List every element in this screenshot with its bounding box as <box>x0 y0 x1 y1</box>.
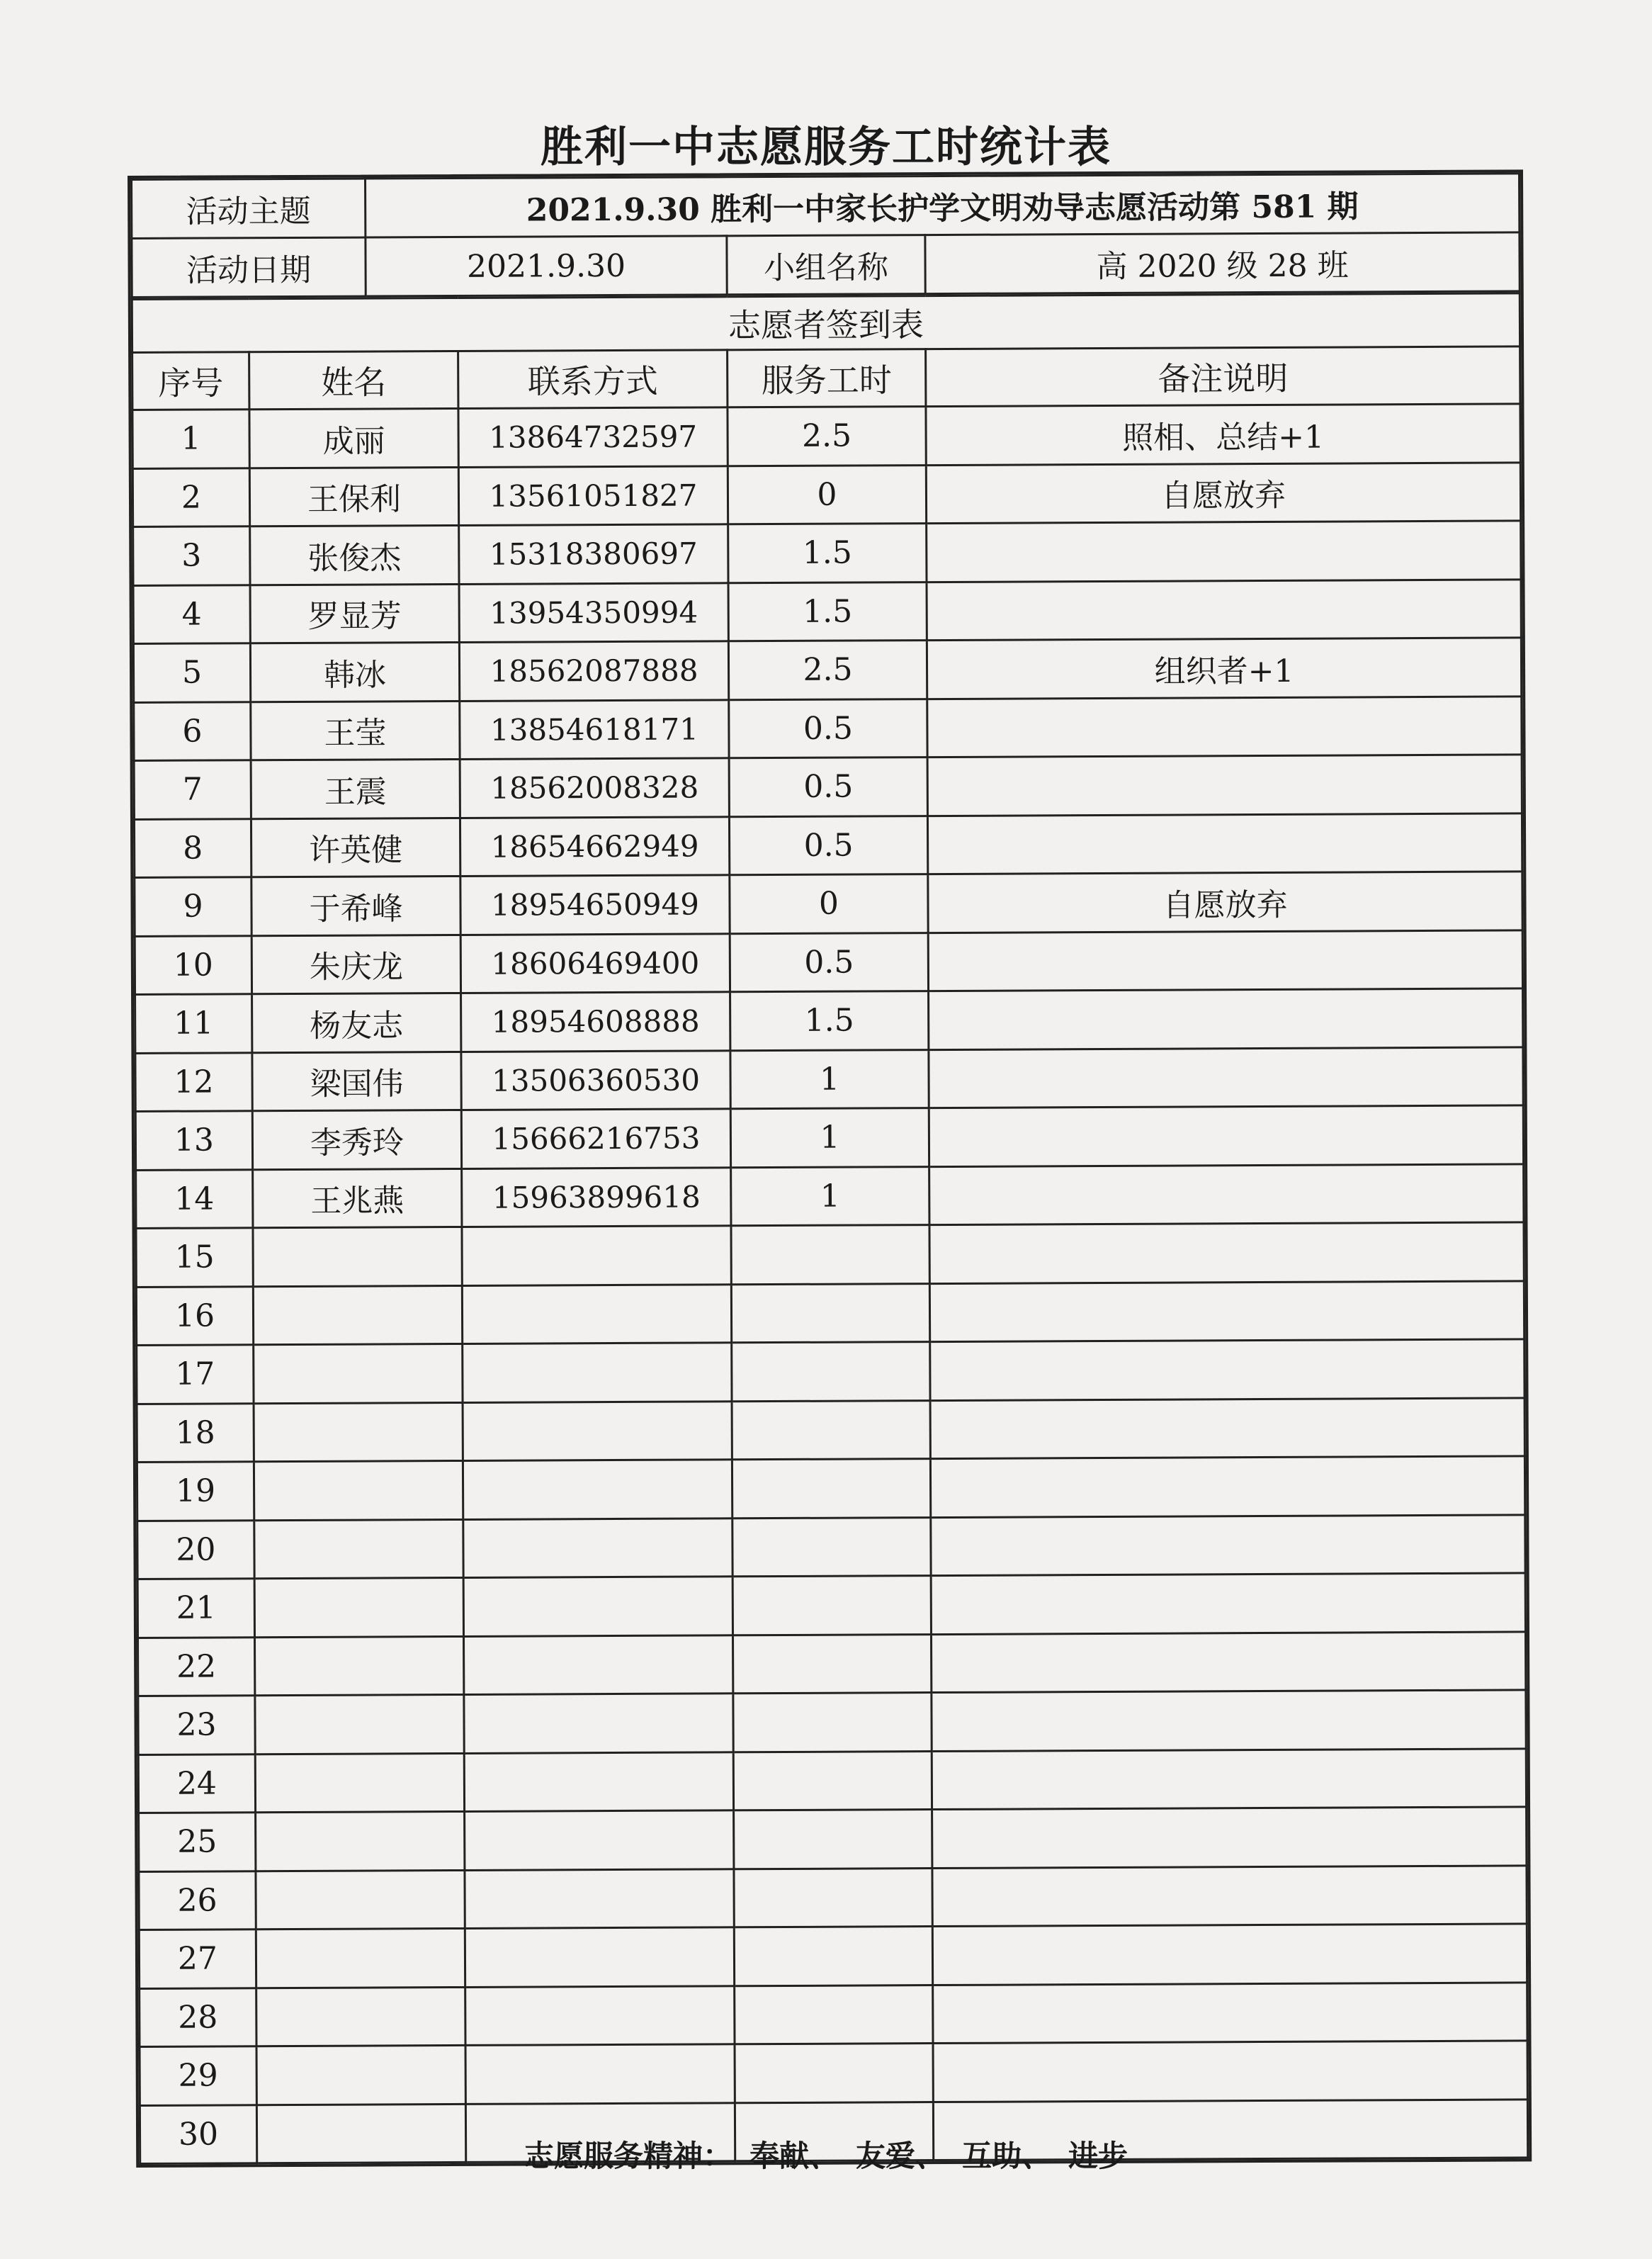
hours-cell: 0.5 <box>729 816 927 875</box>
table-row <box>138 1690 1526 1754</box>
row-number: 2 <box>132 468 249 526</box>
hours-cell: 1 <box>730 1108 929 1168</box>
row-number: 28 <box>140 1988 256 2046</box>
row-number: 17 <box>137 1345 254 1404</box>
hours-cell: 1 <box>730 1049 929 1109</box>
topic-row <box>132 174 1520 239</box>
hours-cell: 0.5 <box>730 933 928 992</box>
name-cell <box>253 1227 462 1286</box>
motto-value: 互助、 <box>962 2139 1052 2173</box>
note-cell <box>932 1807 1527 1868</box>
table-body <box>132 404 1528 2164</box>
hours-cell: 0 <box>730 874 928 934</box>
hours-cell: 0.5 <box>729 699 927 758</box>
table-row <box>136 1164 1524 1228</box>
phone-cell <box>465 2044 735 2104</box>
hours-cell: 1 <box>731 1166 929 1226</box>
row-number: 26 <box>139 1871 256 1930</box>
column-header: 序号 <box>132 352 249 410</box>
hours-cell: 1.5 <box>728 582 927 641</box>
hours-cell <box>732 1342 930 1402</box>
row-number: 12 <box>135 1052 252 1111</box>
phone-cell: 18954650949 <box>460 875 730 935</box>
hours-cell <box>732 1517 931 1577</box>
note-cell <box>932 1748 1526 1809</box>
note-cell <box>927 755 1522 816</box>
note-cell <box>927 579 1521 640</box>
hours-cell <box>732 1634 931 1694</box>
topic-value: 2021.9.30 胜利一中家长护学文明劝导志愿活动第 581 期 <box>366 174 1520 237</box>
phone-cell: 15318380697 <box>459 524 728 584</box>
note-cell <box>929 1222 1524 1283</box>
note-cell <box>932 1865 1527 1926</box>
table-row <box>132 404 1520 468</box>
date-value: 2021.9.30 <box>366 236 727 296</box>
row-number: 5 <box>133 643 250 702</box>
date-label: 活动日期 <box>132 237 366 297</box>
table-row <box>135 1105 1523 1170</box>
column-header: 联系方式 <box>458 350 728 409</box>
phone-cell <box>465 1985 735 2045</box>
name-cell: 王兆燕 <box>253 1168 462 1228</box>
row-number: 10 <box>135 935 251 994</box>
group-label: 小组名称 <box>727 235 925 295</box>
name-cell: 罗显芳 <box>250 584 459 643</box>
hours-cell: 0.5 <box>729 757 927 817</box>
table-row <box>138 1631 1526 1696</box>
note-cell <box>933 1982 1527 2043</box>
hours-cell: 1.5 <box>730 991 929 1051</box>
table-row <box>137 1456 1524 1521</box>
row-number: 8 <box>134 818 251 877</box>
name-cell <box>254 1460 463 1520</box>
phone-cell: 13506360530 <box>461 1050 730 1110</box>
name-cell: 王莹 <box>251 701 460 760</box>
name-cell: 王保利 <box>249 467 458 526</box>
row-number: 14 <box>136 1169 253 1228</box>
motto-value: 进步 <box>1068 2139 1128 2173</box>
name-cell <box>253 1285 462 1345</box>
note-cell <box>931 1631 1525 1692</box>
note-cell <box>929 1105 1523 1166</box>
table-row <box>132 462 1520 526</box>
phone-cell <box>463 1577 732 1636</box>
table-row <box>139 1865 1527 1930</box>
note-cell <box>930 1456 1524 1517</box>
row-number: 9 <box>135 877 251 936</box>
row-number: 4 <box>133 585 250 643</box>
row-number: 25 <box>139 1813 256 1871</box>
hours-cell: 2.5 <box>728 407 926 466</box>
phone-cell <box>463 1460 732 1519</box>
note-cell <box>929 1280 1524 1341</box>
name-cell <box>255 1694 464 1754</box>
group-value: 高 2020 级 28 班 <box>925 232 1520 294</box>
table-row <box>139 1924 1527 1988</box>
name-cell: 李秀玲 <box>252 1110 461 1169</box>
note-cell <box>930 1339 1524 1400</box>
row-number: 21 <box>137 1579 254 1638</box>
name-cell <box>254 1636 463 1696</box>
name-cell <box>254 1343 463 1403</box>
row-number: 1 <box>132 410 249 468</box>
note-cell <box>929 988 1523 1049</box>
row-number: 7 <box>134 760 251 819</box>
phone-cell: 13561051827 <box>458 466 728 525</box>
header-table <box>130 172 1521 298</box>
hours-cell <box>731 1225 929 1285</box>
motto-value: 友爱、 <box>855 2139 945 2173</box>
column-header: 服务工时 <box>728 349 926 407</box>
motto-label: 志愿服务精神： <box>524 2139 732 2173</box>
hours-cell: 2.5 <box>728 641 927 700</box>
footer-motto <box>0 2133 1652 2175</box>
phone-cell: 18562087888 <box>459 641 728 701</box>
table-row <box>134 813 1522 877</box>
row-number: 18 <box>137 1403 254 1462</box>
table-row <box>133 521 1521 585</box>
table-row <box>133 579 1521 643</box>
table-row <box>140 1982 1527 2046</box>
table-row <box>134 696 1522 760</box>
row-number: 13 <box>135 1111 252 1170</box>
name-cell <box>256 1987 465 2046</box>
name-cell: 朱庆龙 <box>251 935 460 994</box>
column-header: 姓名 <box>249 351 458 409</box>
note-cell: 自愿放弃 <box>928 872 1522 933</box>
row-number: 27 <box>139 1930 256 1988</box>
table-row <box>136 1222 1524 1287</box>
hours-cell: 1.5 <box>728 524 927 583</box>
note-cell <box>929 1164 1524 1224</box>
row-number: 23 <box>138 1696 255 1754</box>
note-cell: 照相、总结+1 <box>926 404 1520 465</box>
note-cell <box>933 2041 1527 2102</box>
row-number: 22 <box>138 1637 255 1696</box>
name-cell: 于希峰 <box>251 876 460 935</box>
note-cell <box>931 1573 1525 1634</box>
name-cell: 杨友志 <box>252 993 461 1052</box>
hours-cell <box>735 1985 933 2044</box>
phone-cell: 18654662949 <box>460 816 729 876</box>
phone-cell <box>463 1343 732 1402</box>
table-row <box>135 872 1522 936</box>
note-cell <box>928 930 1522 991</box>
hours-cell <box>734 1868 932 1927</box>
note-cell <box>931 1514 1525 1575</box>
note-cell: 自愿放弃 <box>926 462 1520 523</box>
name-cell <box>254 1519 463 1579</box>
signin-table <box>131 292 1529 2165</box>
name-cell <box>254 1577 463 1637</box>
section-title: 志愿者签到表 <box>132 293 1520 353</box>
date-group-row <box>132 232 1520 298</box>
name-cell <box>256 2045 465 2105</box>
phone-cell: 15666216753 <box>461 1109 730 1168</box>
note-cell <box>930 1397 1524 1458</box>
phone-cell <box>463 1401 732 1460</box>
name-cell: 成丽 <box>249 408 458 468</box>
note-cell <box>932 1924 1527 1985</box>
phone-cell: 18562008328 <box>460 758 729 818</box>
row-number: 16 <box>136 1286 253 1345</box>
name-cell: 韩冰 <box>250 642 459 702</box>
table-row <box>134 755 1522 819</box>
hours-cell <box>734 1927 932 1986</box>
note-cell <box>927 813 1522 874</box>
row-number: 29 <box>140 2046 256 2105</box>
note-cell <box>927 696 1522 757</box>
column-header: 备注说明 <box>926 347 1520 407</box>
name-cell <box>254 1402 463 1462</box>
phone-cell <box>465 1927 734 1987</box>
phone-cell <box>462 1226 731 1285</box>
note-cell <box>927 521 1521 582</box>
motto-value: 奉献、 <box>749 2139 839 2173</box>
column-header-row <box>132 347 1520 410</box>
page-title: 胜利一中志愿服务工时统计表 <box>541 123 1111 172</box>
hours-cell <box>732 1576 931 1635</box>
row-number: 30 <box>140 2105 256 2163</box>
phone-cell: 13864732597 <box>458 407 728 467</box>
name-cell <box>256 1811 465 1871</box>
table-row <box>138 1748 1526 1813</box>
row-number: 24 <box>138 1754 255 1813</box>
section-row <box>132 293 1520 353</box>
phone-cell <box>463 1635 732 1694</box>
phone-cell: 13854618171 <box>460 699 729 759</box>
table-row <box>135 930 1522 994</box>
phone-cell <box>464 1694 733 1753</box>
note-cell: 组织者+1 <box>927 638 1521 699</box>
note-cell <box>932 1690 1526 1751</box>
name-cell <box>256 1870 465 1930</box>
table-row <box>140 2041 1527 2105</box>
table-row <box>135 1047 1523 1111</box>
name-cell: 王震 <box>251 759 460 818</box>
row-number: 11 <box>135 994 252 1053</box>
phone-cell <box>465 1869 734 1928</box>
hours-cell: 0 <box>728 465 926 524</box>
row-number: 15 <box>136 1228 253 1287</box>
hours-cell <box>731 1283 929 1343</box>
phone-cell <box>463 1518 732 1577</box>
phone-cell: 15963899618 <box>462 1167 731 1227</box>
phone-cell: 18606469400 <box>460 933 730 993</box>
name-cell <box>256 1928 465 1988</box>
hours-cell <box>732 1459 930 1519</box>
phone-cell <box>465 1810 734 1870</box>
row-number: 19 <box>137 1462 254 1521</box>
name-cell: 许英健 <box>251 818 460 877</box>
note-cell <box>929 1047 1523 1108</box>
hours-cell <box>733 1751 932 1810</box>
table-row <box>137 1397 1524 1462</box>
table-row <box>137 1339 1524 1404</box>
phone-cell <box>464 1752 733 1811</box>
table-row <box>133 638 1521 702</box>
phone-cell: 13954350994 <box>459 582 728 642</box>
hours-cell <box>735 2044 933 2103</box>
volunteer-hours-form <box>128 169 1532 2168</box>
table-row <box>139 1807 1527 1871</box>
table-row <box>137 1573 1525 1638</box>
row-number: 3 <box>133 526 250 585</box>
row-number: 6 <box>134 702 251 760</box>
hours-cell <box>732 1400 930 1460</box>
table-row <box>136 1280 1524 1345</box>
topic-label: 活动主题 <box>132 179 366 238</box>
row-number: 20 <box>137 1520 254 1579</box>
hours-cell <box>733 1693 932 1752</box>
table-row <box>135 988 1523 1053</box>
table-row <box>137 1514 1525 1579</box>
phone-cell <box>462 1284 731 1343</box>
name-cell <box>255 1753 464 1813</box>
hours-cell <box>734 1810 932 1869</box>
name-cell: 张俊杰 <box>250 525 459 585</box>
phone-cell: 18954608888 <box>461 992 730 1052</box>
name-cell: 梁国伟 <box>252 1052 461 1111</box>
